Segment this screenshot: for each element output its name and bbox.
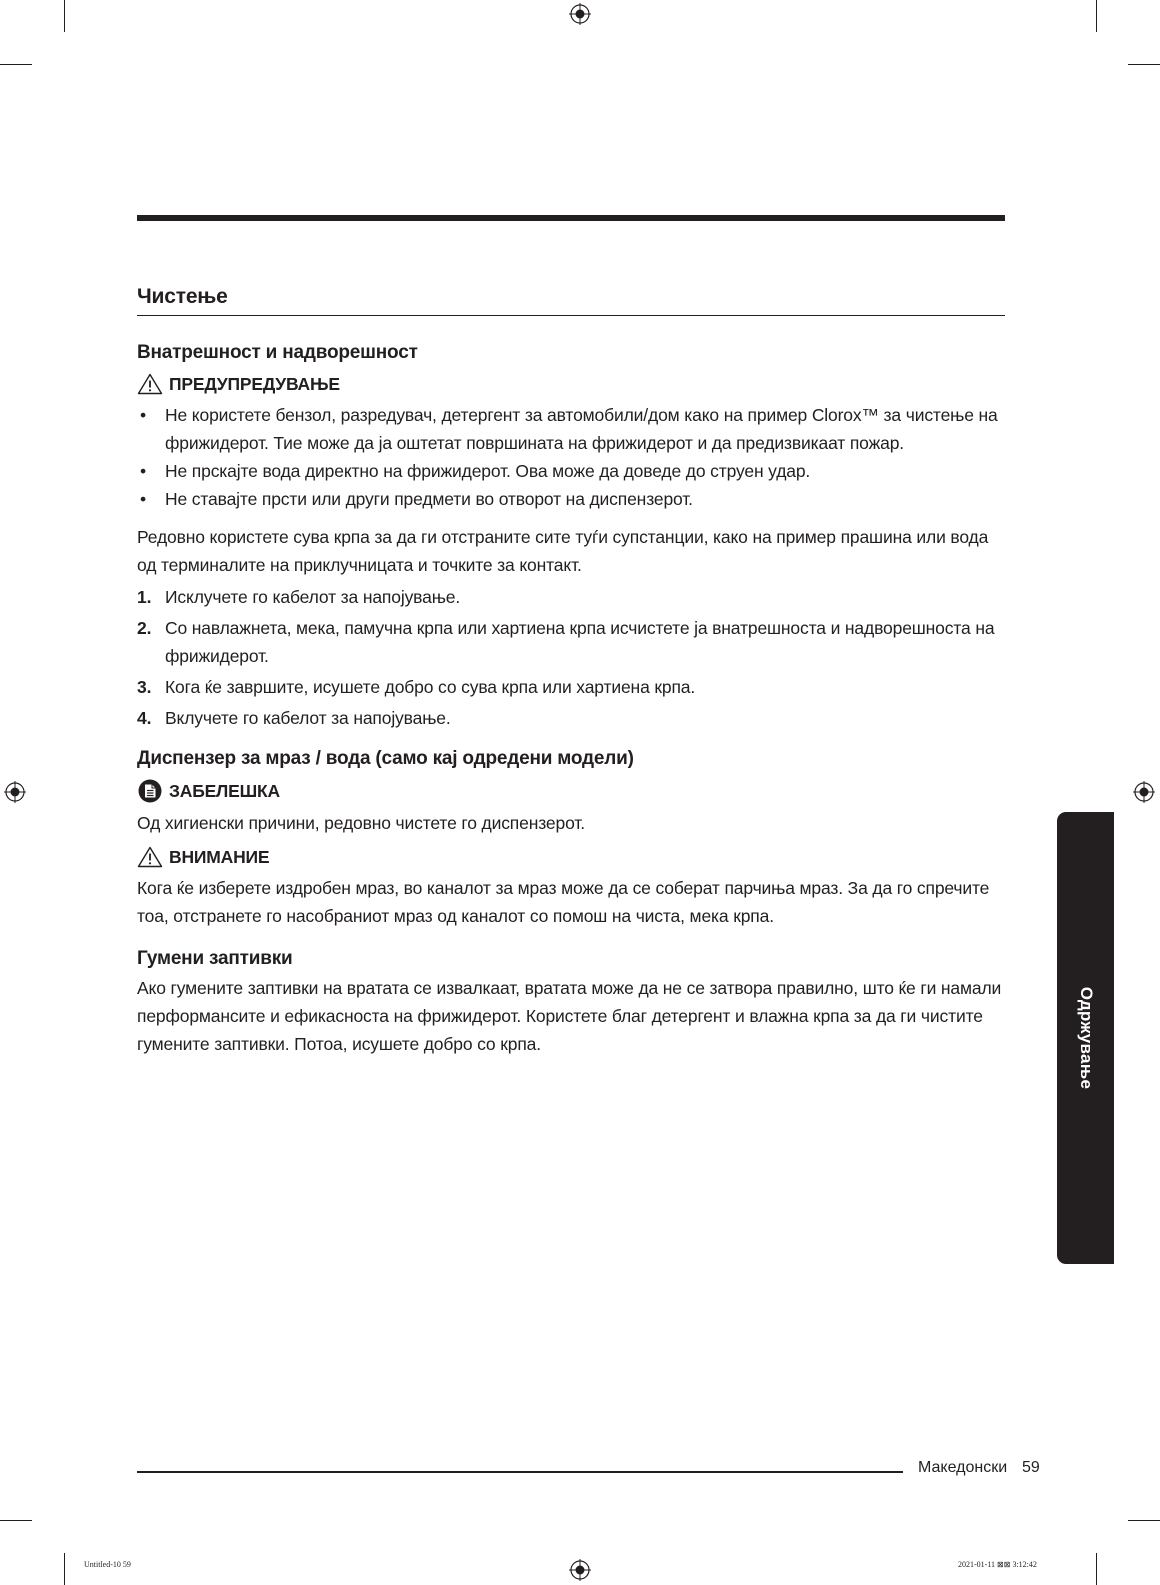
list-item: • Не прскајте вода директно на фрижидерот. Ова може да доведе до струен удар. <box>137 457 1005 485</box>
step-text: Кога ќе завршите, исушете добро со сува крпа или хартиена крпа. <box>165 677 696 697</box>
slug-left: Untitled-10 59 <box>84 1560 131 1569</box>
crop-mark <box>64 1553 65 1585</box>
warning-list <box>137 401 1005 513</box>
step-text: Со навлажнета, мека, памучна крпа или хартиена крпа исчистете ја внатрешноста и надворешноста на фрижидерот. <box>165 618 995 666</box>
crop-mark <box>1128 1520 1160 1521</box>
warning-label: ПРЕДУПРЕДУВАЊЕ <box>169 373 340 394</box>
crop-mark <box>64 0 65 32</box>
crop-mark <box>0 1520 32 1521</box>
dispenser-title: Диспензер за мраз / вода (само кај одредени модели) <box>137 748 634 769</box>
footer-language: Македонски <box>918 1459 1008 1476</box>
step-number: 3. <box>137 677 152 697</box>
interior-title: Внатрешност и надворешност <box>137 342 418 363</box>
caution-header <box>137 846 1005 868</box>
warning-triangle-icon <box>137 846 163 868</box>
note-header <box>137 779 1005 803</box>
list-item: • Не користете бензол, разредувач, детергент за автомобили/дом како на пример Clorox™ за чистење на фрижидерот. Тие може да ја оштетат површината на фрижидерот и да предизвикаат пожар. <box>137 401 1005 457</box>
list-item <box>137 673 1005 701</box>
interior-paragraph: Редовно користете сува крпа за да ги отстраните сите туѓи супстанции, како на пример прашина или вода од терминалите на приклучницата и точките за контакт. <box>137 527 989 575</box>
step-text: Исклучете го кабелот за напојување. <box>165 587 461 607</box>
page-content <box>137 280 1005 1058</box>
list-item <box>137 583 1005 611</box>
step-number: 4. <box>137 708 152 728</box>
section-title: Чистење <box>137 285 1005 316</box>
top-rule <box>137 215 1005 221</box>
footer-rule <box>137 1471 903 1473</box>
caution-text: Кога ќе изберете издробен мраз, во каналот за мраз може да се соберат парчиња мраз. За да го спречите тоа, отстранете го насобраниот мраз од каналот со помош на чиста, мека крпа. <box>137 878 990 926</box>
crop-mark <box>1128 64 1160 65</box>
note-text: Од хигиенски причини, редовно чистете го диспензерот. <box>137 813 585 833</box>
registration-mark-icon <box>1133 781 1155 803</box>
crop-mark <box>0 64 32 65</box>
registration-mark-icon <box>569 1559 591 1581</box>
crop-mark <box>1096 0 1097 32</box>
warning-header <box>137 373 1005 395</box>
page-number: 59 <box>1022 1459 1040 1476</box>
step-number: 2. <box>137 618 152 638</box>
crop-mark <box>1096 1553 1097 1585</box>
list-item: • Не ставајте прсти или други предмети во отворот на диспензерот. <box>137 485 1005 513</box>
registration-mark-icon <box>569 3 591 25</box>
list-item <box>137 704 1005 732</box>
note-label: ЗАБЕЛЕШКА <box>169 780 280 801</box>
gaskets-title: Гумени заптивки <box>137 948 293 969</box>
chapter-tab <box>1057 812 1114 1264</box>
list-item <box>137 614 1005 670</box>
caution-label: ВНИМАНИЕ <box>169 846 270 867</box>
warning-triangle-icon <box>137 373 163 395</box>
note-icon <box>137 779 163 803</box>
steps-list <box>137 583 1005 732</box>
slug-right: 2021-01-11 ⊠⊠ 3:12:42 <box>958 1560 1037 1569</box>
registration-mark-icon <box>4 781 26 803</box>
step-number: 1. <box>137 587 152 607</box>
step-text: Вклучете го кабелот за напојување. <box>165 708 451 728</box>
chapter-tab-label: Одржување <box>1076 986 1096 1090</box>
gaskets-text: Ако гумените заптивки на вратата се извалкаат, вратата може да не се затвора правилно, што ќе ги намали перформансите и ефикасноста на фрижидерот. Користете благ детергент и влажна крпа за да ги чистите гумените заптивки. Потоа, исушете добро со крпа. <box>137 978 1002 1054</box>
